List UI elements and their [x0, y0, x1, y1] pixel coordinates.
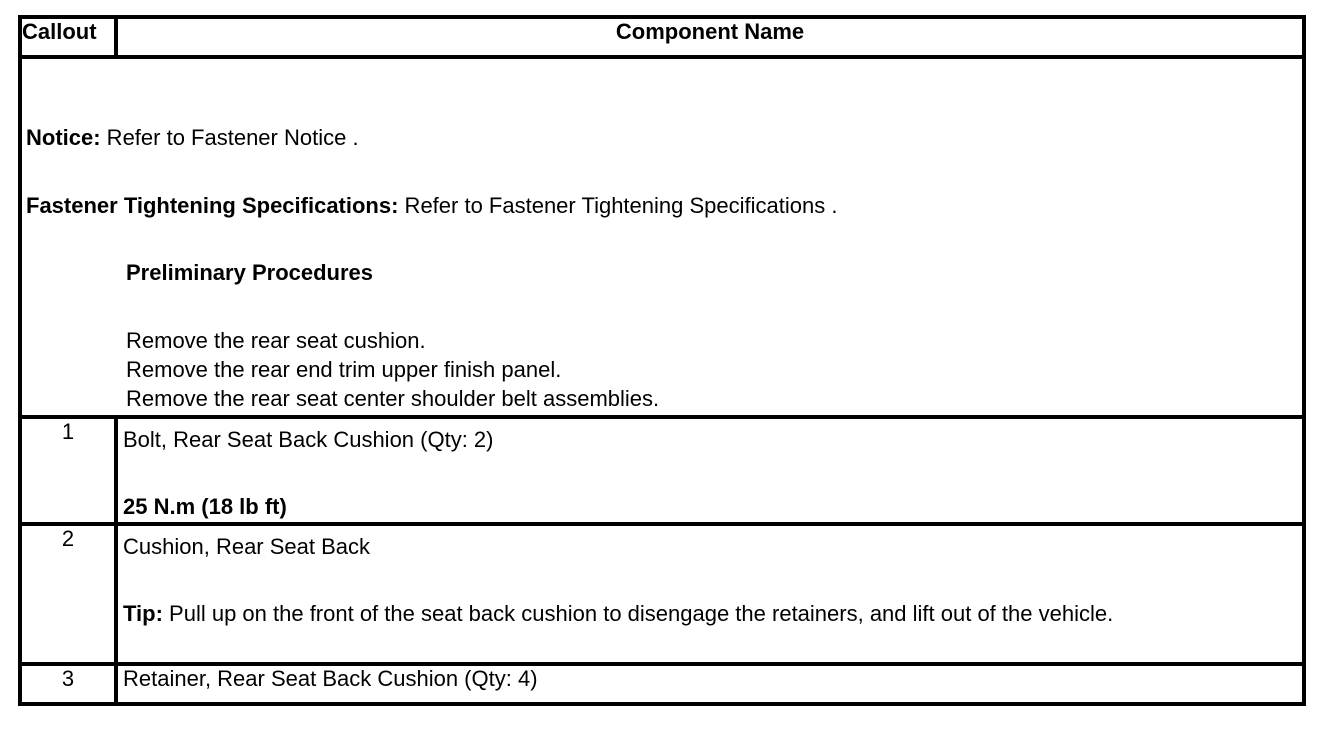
table-row [20, 664, 1304, 704]
fastener-spec-line [26, 193, 837, 219]
callout-number: 3 [20, 664, 116, 704]
preamble-row [20, 57, 1304, 417]
component-name-column-header: Component Name [116, 17, 1304, 57]
component-table [18, 15, 1306, 706]
preamble-cell [20, 57, 1304, 417]
component-cell [116, 524, 1304, 664]
procedure-step: Remove the rear seat center shoulder belt assemblies. [126, 386, 660, 411]
component-name: Retainer, Rear Seat Back Cushion (Qty: 4) [116, 664, 1304, 704]
callout-column-header: Callout [20, 17, 116, 57]
table-header-row [20, 17, 1304, 57]
callout-number: 1 [20, 417, 116, 524]
fastener-spec-label: Fastener Tightening Specifications: [26, 193, 399, 218]
notice-line [26, 125, 359, 151]
table-row [20, 524, 1304, 664]
fastener-spec-text: Refer to Fastener Tightening Specifications . [398, 193, 838, 218]
component-name: Bolt, Rear Seat Back Cushion (Qty: 2) [123, 427, 494, 452]
component-name: Cushion, Rear Seat Back [123, 534, 371, 559]
tip-label: Tip: [123, 601, 163, 626]
tip-text: Pull up on the front of the seat back cushion to disengage the retainers, and lift out of the vehicle. [162, 601, 1114, 626]
procedure-step: Remove the rear end trim upper finish panel. [126, 357, 562, 382]
table-row [20, 417, 1304, 524]
torque-spec: 25 N.m (18 lb ft) [123, 494, 287, 519]
tip-line [123, 601, 1113, 627]
callout-number: 2 [20, 524, 116, 664]
procedure-step: Remove the rear seat cushion. [126, 328, 426, 353]
component-cell [116, 417, 1304, 524]
notice-text: Refer to Fastener Notice . [100, 125, 359, 150]
notice-label: Notice: [26, 125, 101, 150]
preliminary-procedures-title: Preliminary Procedures [126, 260, 374, 285]
